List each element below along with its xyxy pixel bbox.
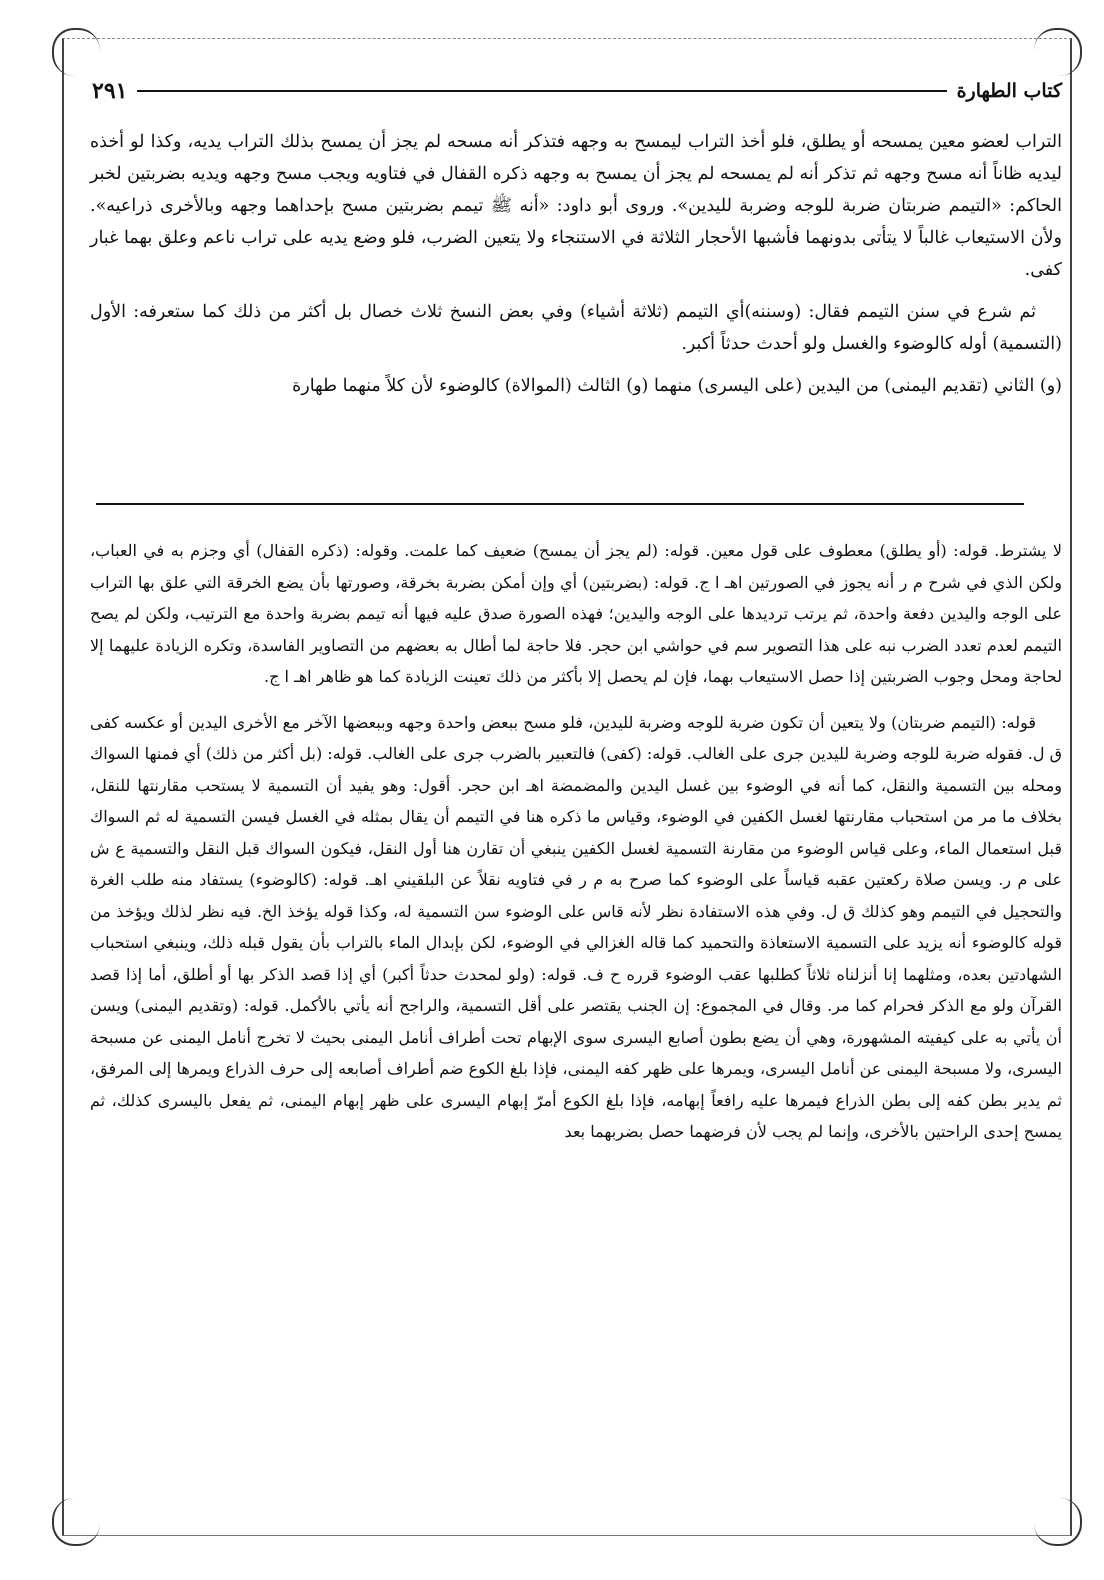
ornament-corner-top-right (1034, 28, 1082, 76)
main-text (90, 126, 1062, 412)
ornament-corner-bottom-left (52, 1498, 100, 1546)
running-header (92, 74, 1062, 108)
commentary-paragraph: قوله: (التيمم ضربتان) ولا يتعين أن تكون ضربة للوجه وضربة لليدين، فلو مسح ببعض واحدة وجهه وببعضها الآخر مع الأخرى اليدين أو عكسه كفى ق ل. فقوله ضربة للوجه وضربة لليدين جرى على الغالب. قوله: (كفى) فالتعبير بالضرب جرى على الغالب. قوله: (بل أكثر من ذلك) أي فمنها السواك ومحله بين التسمية والنقل، كما أنه في الوضوء بين غسل اليدين والمضمضة اهـ ابن حجر. أقول: وهو يفيد أن التسمية لا يستحب مقارنتها للنقل، بخلاف ما مر من استحباب مقارنتها لغسل الكفين في الوضوء، وقياس ما ذكره هنا في التيمم أن يقال بمثله في الغسل فيسن التسمية له ثم السواك قبل استعمال الماء، وعلى قياس الوضوء من مقارنة التسمية لغسل الكفين ينبغي أن تقارن هنا أول النقل، فيكون السواك قبل النقل والتسمية ع ش على م ر. ويسن صلاة ركعتين عقبه قياساً على الوضوء كما صرح به م ر في فتاويه نقلاً عن البلقيني اهـ. قوله: (كالوضوء) يستفاد منه طلب الغرة والتحجيل في التيمم وهو كذلك ق ل. وفي هذه الاستفادة نظر لأنه قاس على الوضوء سن التسمية له، وكذا قوله يؤخذ الخ. فيه نظر لذلك ويؤخذ من قوله كالوضوء أنه يزيد على التسمية الاستعاذة والتحميد كما قاله الغزالي في الوضوء، لكن بإبدال الماء بالتراب بأن يقول قبله ذلك، وينبغي استحباب الشهادتين بعده، ومثلهما إنا أنزلناه ثلاثاً كطلبها عقب الوضوء قرره ح ف. قوله: (ولو لمحدث حدثاً أكبر) أي إذا قصد الذكر بها أو أطلق، أما إذا قصد القرآن ولو مع الذكر فحرام كما مر. وقال في المجموع: إن الجنب يقتصر على أقل التسمية، والراجح أنه يأتي بالأكمل. قوله: (وتقديم اليمنى) ويسن أن يأتي به على كيفيته المشهورة، وهي أن يضع بطون أصابع اليسرى سوى الإبهام تحت أطراف أنامل اليمنى بحيث لا تخرج أنامل اليمنى عن مسبحة اليسرى، ولا مسبحة اليمنى عن أنامل اليسرى، ويمرها على ظهر كفه اليمنى، فإذا بلغ الكوع ضم أطراف أصابعه إلى حرف الذراع ويمرها إلى المرفق، ثم يدير بطن كفه إلى بطن الذراع فيمرها عليه رافعاً إبهامه، فإذا بلغ الكوع أمرّ إبهام اليسرى على ظهر إبهام اليمنى، ثم يفعل باليسرى كذلك، ثم يمسح إحدى الراحتين بالأخرى، وإنما لم يجب لأن فرضهما حصل بضربهما بعد (90, 712, 1062, 1141)
chapter-title: كتاب الطهارة (956, 80, 1062, 102)
commentary-text (90, 535, 1062, 1162)
ornament-corner-top-left (52, 28, 100, 76)
header-rule (137, 90, 946, 92)
main-paragraph: ثم شرع في سنن التيمم فقال: (وسننه)أي التيمم (ثلاثة أشياء) وفي بعض النسخ ثلاث خصال بل أكثر من ذلك كما ستعرفه: الأول (التسمية) أوله كالوضوء والغسل ولو أحدث حدثاً أكبر. (90, 302, 1062, 354)
main-paragraph: التراب لعضو معين يمسحه أو يطلق، فلو أخذ التراب ليمسح به وجهه فتذكر أنه مسحه لم يجز أن يمسح بذلك التراب يديه، وكذا لو أخذه ليديه ظاناً أنه مسح وجهه ثم تذكر أنه لم يمسحه لم يجز أن يمسح به وجهه ذكره القفال في فتاويه ويجب مسح وجهه ويديه بضربتين لخبر الحاكم: «التيمم ضربتان ضربة للوجه وضربة لليدين». وروى أبو داود: «أنه ﷺ تيمم بضربتين مسح بإحداهما وجهه وبالأخرى ذراعيه». ولأن الاستيعاب غالباً لا يتأتى بدونهما فأشبها الأحجار الثلاثة في الاستنجاء ولا يتعين الضرب، فلو وضع يديه على تراب ناعم وعلق بهما غبار كفى. (90, 132, 1062, 280)
ornament-corner-bottom-right (1034, 1498, 1082, 1546)
page-number: ٢٩١ (92, 78, 128, 104)
footnote-separator (96, 503, 1024, 505)
main-paragraph: (و) الثاني (تقديم اليمنى) من اليدين (على اليسرى) منهما (و) الثالث (الموالاة) كالوضوء لأن كلاً منهما طهارة (292, 376, 1062, 396)
commentary-paragraph: لا يشترط. قوله: (أو يطلق) معطوف على قول معين. قوله: (لم يجز أن يمسح) ضعيف كما علمت. وقوله: (ذكره القفال) أي وجزم به في العباب، ولكن الذي في شرح م ر أنه يجوز في الصورتين اهـ ا ج. قوله: (بضربتين) أي وإن أمكن بضربة بخرقة، وصورتها بأن يضع الخرقة التي علق بها التراب على الوجه واليدين دفعة واحدة، ثم يرتب ترديدها على الوجه واليدين؛ فهذه الصورة صدق عليه فيها أنه تيمم بضربة واحدة مع الترتيب، ولكن لم يصح التيمم لعدم تعدد الضرب نبه على هذا التصوير سم في حواشي ابن حجر. فلا حاجة لما أطال به بعضهم من التصاوير الفاسدة، وتكره الزيادة عليهما إلا لحاجة ومحل وجوب الضربتين إذا حصل الاستيعاب بهما، فإن لم يحصل إلا بأكثر من ذلك تعينت الزيادة كما هو ظاهر اهـ ا ج. (90, 541, 1062, 686)
